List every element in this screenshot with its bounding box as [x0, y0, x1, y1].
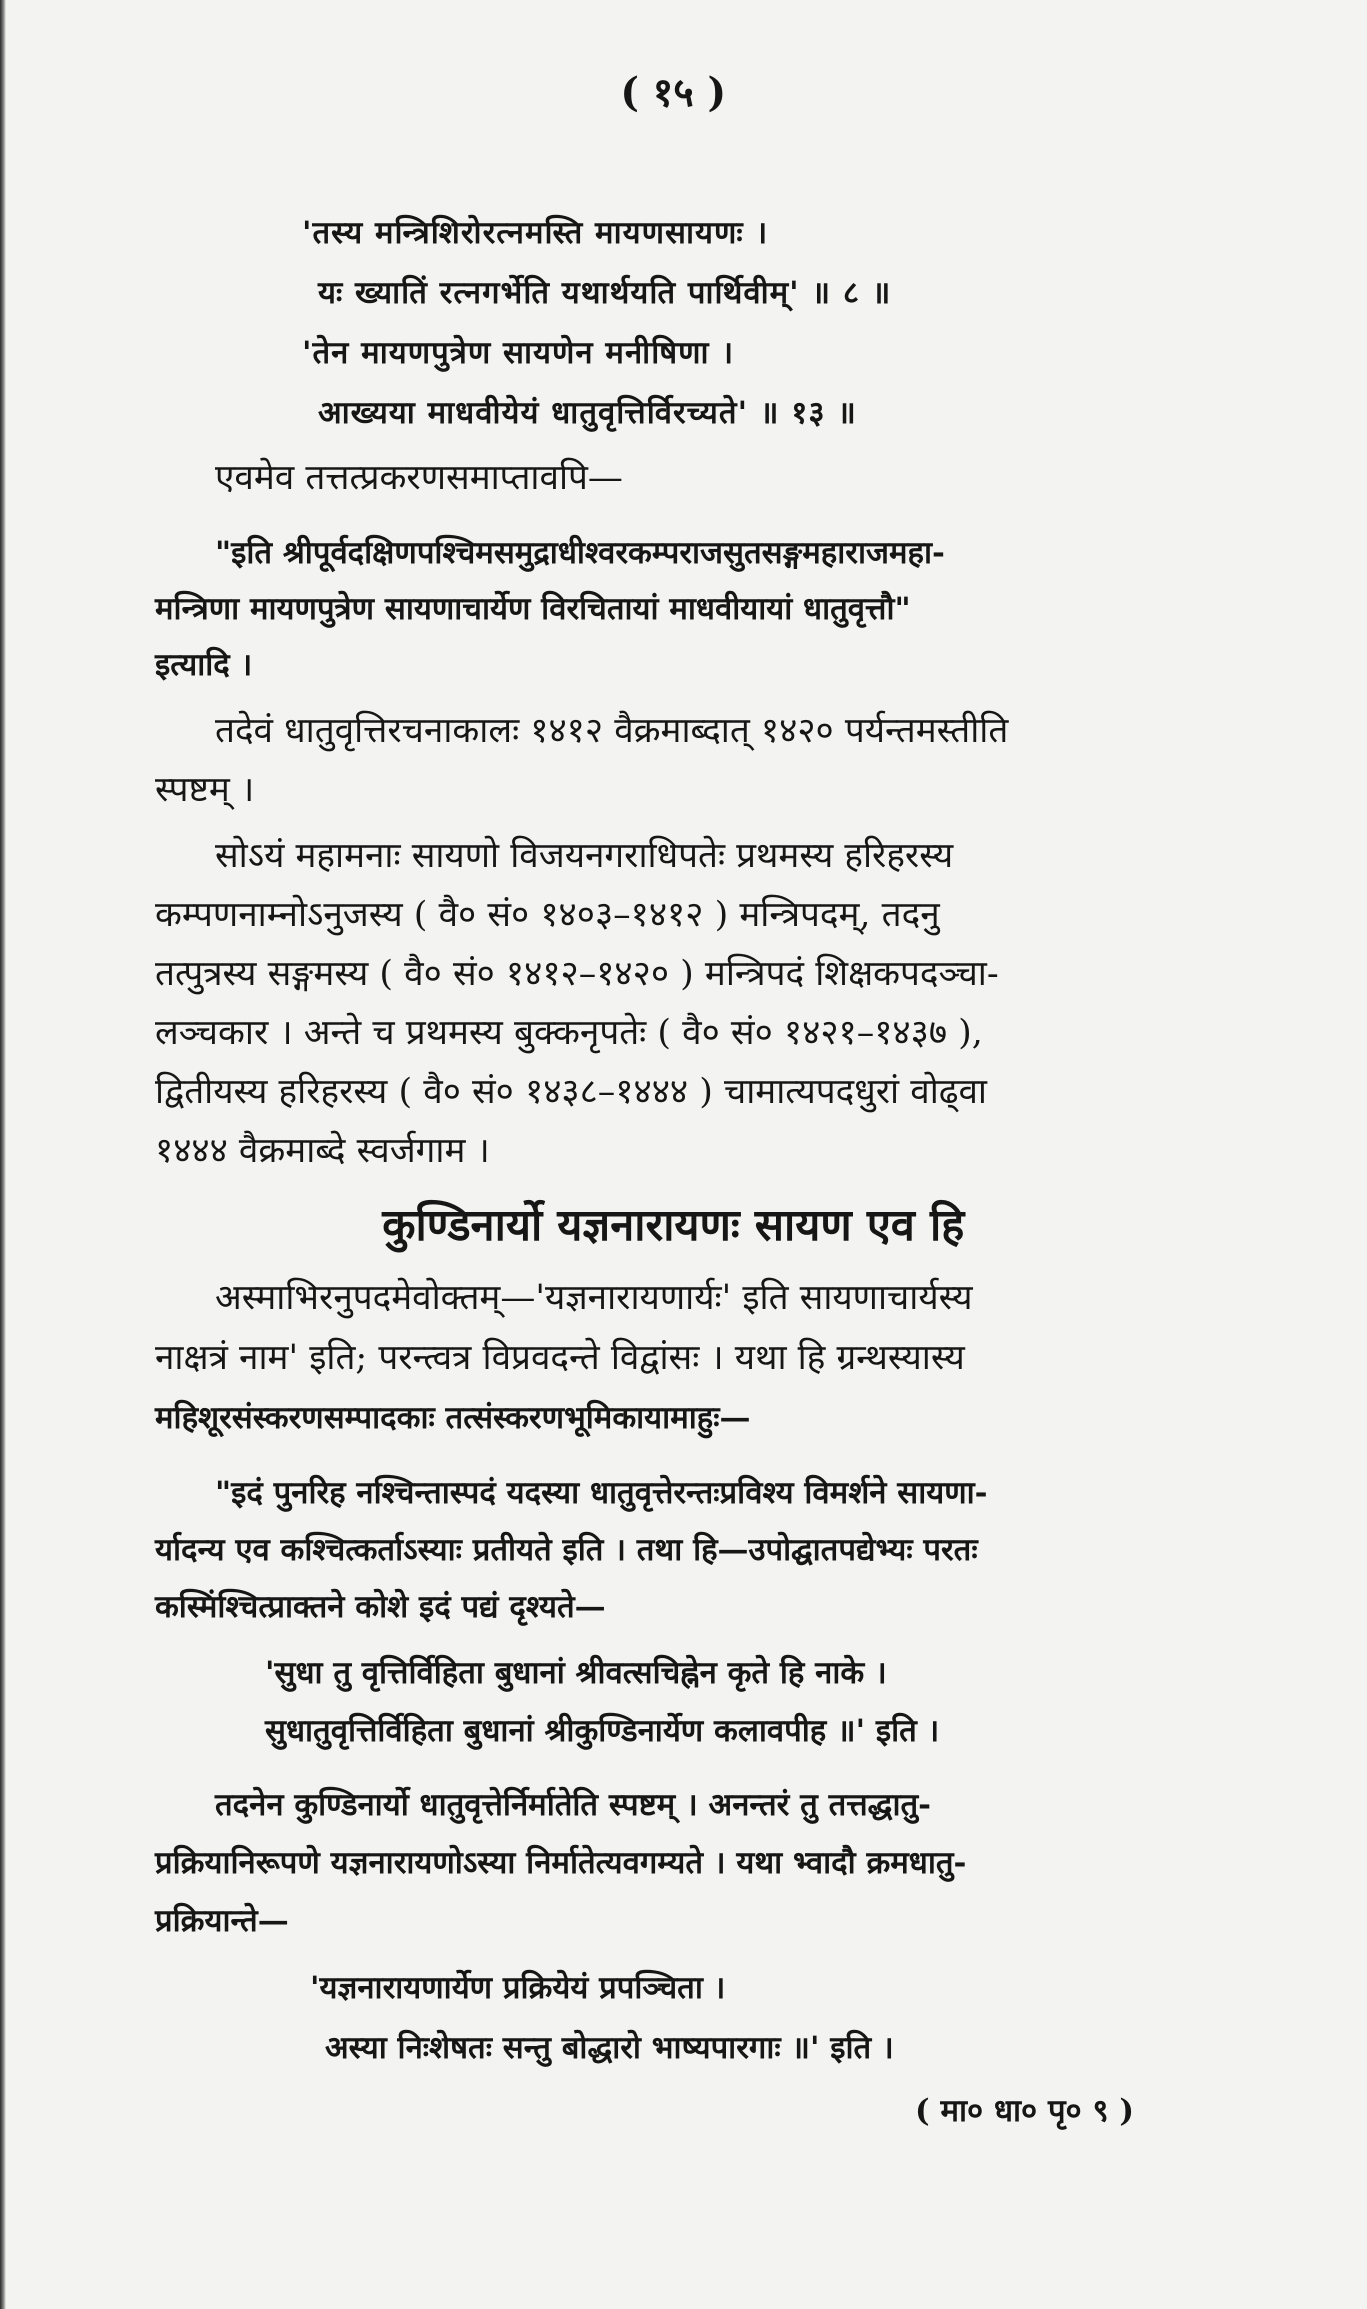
paragraph-line: तदेवं धातुवृत्तिरचनाकालः १४१२ वैक्रमाब्दात् १४२० पर्यन्तमस्तीति [215, 711, 1009, 751]
quote-line: मन्त्रिणा मायणपुत्रेण सायणाचार्येण विरचितायां माधवीयायां धातुवृत्तौ" [155, 591, 911, 627]
page-number: ( १५ ) [620, 69, 727, 116]
paragraph-line: तत्पुत्रस्य सङ्गमस्य ( वै० सं० १४१२–१४२० ) मन्त्रिपदं शिक्षकपदञ्चा- [155, 954, 999, 994]
verse-line: आख्यया माधवीयेयं धातुवृत्तिर्विरच्यते' ॥ १३ ॥ [318, 395, 857, 431]
verse-line: यः ख्यातिं रत्नगर्भेति यथार्थयति पार्थिवीम्' ॥ ८ ॥ [318, 275, 892, 311]
paragraph-line: तदनेन कुण्डिनार्यो धातुवृत्तेर्निर्मातेति स्पष्टम् । अनन्तरं तु तत्तद्धातु- [215, 1787, 932, 1823]
paragraph-line: १४४४ वैक्रमाब्दे स्वर्जगाम । [155, 1131, 490, 1171]
verse-line: सुधातुवृत्तिर्विहिता बुधानां श्रीकुण्डिनार्येण कलावपीह ॥' इति । [265, 1713, 940, 1749]
paragraph-line: कम्पणनाम्नोऽनुजस्य ( वै० सं० १४०३–१४१२ ) मन्त्रिपदम्, तदनु [155, 895, 940, 935]
paragraph-line: स्पष्टम् । [155, 770, 255, 810]
paragraph-line: अस्माभिरनुपदमेवोक्तम्—'यज्ञनारायणार्यः' इति सायणाचार्यस्य [215, 1278, 973, 1318]
paragraph-line: प्रक्रियान्ते— [155, 1903, 289, 1939]
verse-line: 'तेन मायणपुत्रेण सायणेन मनीषिणा । [302, 335, 735, 371]
paragraph-line: प्रक्रियानिरूपणे यज्ञनारायणोऽस्या निर्मातेत्यवगम्यते । यथा भ्वादौ क्रमधातु- [155, 1845, 967, 1881]
verse-line: 'तस्य मन्त्रिशिरोरत्नमस्ति मायणसायणः । [302, 215, 769, 251]
verse-line: 'यज्ञनारायणार्येण प्रक्रियेयं प्रपञ्चिता । [310, 1970, 726, 2006]
verse-line: अस्या निःशेषतः सन्तु बोद्धारो भाष्यपारगाः ॥' इति । [325, 2030, 894, 2066]
paragraph-line: महिशूरसंस्करणसम्पादकाः तत्संस्करणभूमिकायामाहुः— [155, 1400, 751, 1436]
verse-line: 'सुधा तु वृत्तिर्विहिता बुधानां श्रीवत्सचिह्नेन कृते हि नाके । [265, 1655, 887, 1691]
quote-line: र्यादन्य एव कश्चित्कर्ताऽस्याः प्रतीयते इति । तथा हि—उपोद्घातपद्येभ्यः परतः [155, 1532, 978, 1568]
paragraph-line: एवमेव तत्तत्प्रकरणसमाप्तावपि— [215, 458, 623, 498]
paragraph-line: नाक्षत्रं नाम' इति; परन्त्वत्र विप्रवदन्ते विद्वांसः । यथा हि ग्रन्थस्यास्य [155, 1338, 965, 1378]
quote-line: कस्मिंश्चित्प्राक्तने कोशे इदं पद्यं दृश्यते— [155, 1589, 606, 1625]
paragraph-line: लञ्चकार । अन्ते च प्रथमस्य बुक्कनृपतेः ( वै० सं० १४२१–१४३७ ), [155, 1013, 983, 1053]
quote-line: इत्यादि । [155, 647, 253, 683]
paragraph-line: द्वितीयस्य हरिहरस्य ( वै० सं० १४३८–१४४४ ) चामात्यपदधुरां वोढ्वा [155, 1072, 987, 1112]
citation: ( मा० धा० पृ० ९ ) [915, 2093, 1135, 2129]
quote-line: "इदं पुनरिह नश्चिन्तास्पदं यदस्या धातुवृत्तेरन्तःप्रविश्य विमर्शने सायणा- [215, 1475, 988, 1511]
quote-line: "इति श्रीपूर्वदक्षिणपश्चिमसमुद्राधीश्वरकम्पराजसुतसङ्गमहाराजमहा- [215, 535, 945, 571]
paragraph-line: सोऽयं महामनाः सायणो विजयनगराधिपतेः प्रथमस्य हरिहरस्य [215, 836, 954, 876]
section-heading: कुण्डिनार्यो यज्ञनारायणः सायण एव हि [382, 1200, 965, 1251]
